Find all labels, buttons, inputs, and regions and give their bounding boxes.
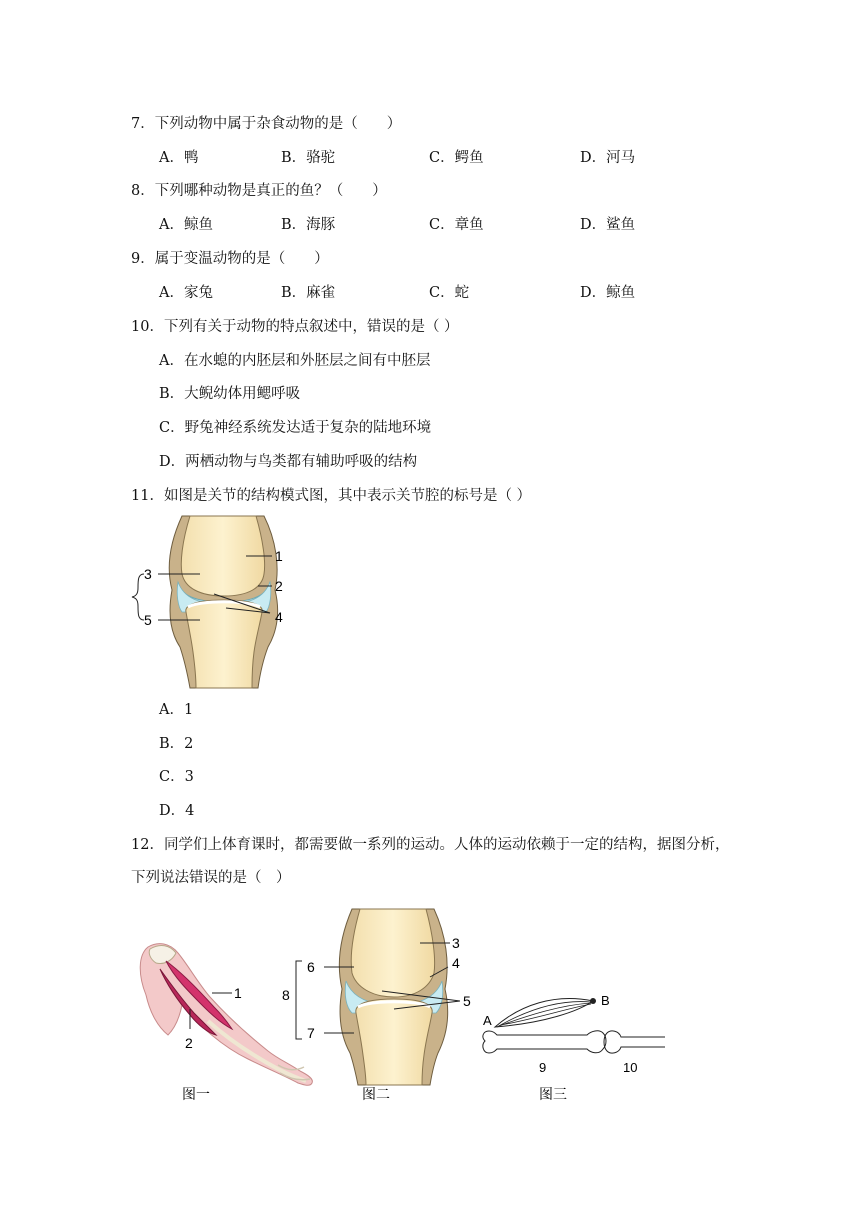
label-3: 3 [144,566,152,582]
q9-stem: 9．属于变温动物的是（ ） [131,251,329,267]
label-4: 4 [275,609,283,625]
q10-option-c: C．野兔神经系统发达适于复杂的陆地环境 [159,420,432,436]
label-5: 5 [144,612,152,628]
lower-bone-2 [356,999,432,1085]
q11-stem: 11．如图是关节的结构模式图，其中表示关节腔的标号是（ ） [131,488,532,504]
fig2-label-8: 8 [282,987,290,1003]
fig3-label-10: 10 [623,1060,638,1075]
fig3-label-a: A [483,1013,492,1028]
q7-option-d: D．河马 [580,150,636,166]
q9-option-b: B．麻雀 [281,285,336,301]
bone-9 [483,1031,606,1053]
fig3-label-9: 9 [539,1060,547,1075]
q11-option-d: D．4 [159,803,195,819]
q8-option-a: A．鲸鱼 [159,217,213,233]
q9-option-c: C．蛇 [429,285,470,301]
q9-option-a: A．家兔 [159,285,213,301]
q11-option-c: C．3 [159,769,194,785]
q8-option-c: C．章鱼 [429,217,484,233]
fig1-label-2: 2 [185,1035,193,1051]
q11-option-b: B．2 [159,736,194,752]
q9-option-d: D．鲸鱼 [580,285,636,301]
q7-option-c: C．鳄鱼 [429,150,484,166]
fig2-label-3: 3 [452,935,460,951]
joint-diagram [130,512,300,690]
lower-bone [186,600,262,688]
fig2-caption: 图二 [362,1086,390,1102]
fig2-label-4: 4 [452,955,460,971]
q11-option-a: A．1 [159,702,194,718]
upper-bone-2 [351,909,434,997]
q8-option-d: D．鲨鱼 [580,217,636,233]
q8-stem: 8．下列哪种动物是真正的鱼？（ ） [131,183,387,199]
fig2-label-6: 6 [307,959,315,975]
bracket-8 [296,961,302,1039]
q8-option-b: B．海豚 [281,217,336,233]
q7-option-b: B．骆驼 [281,150,336,166]
label-1: 1 [275,548,283,564]
q10-option-b: B．大鲵幼体用鳃呼吸 [159,386,301,402]
bone-10 [604,1031,665,1053]
brace [132,574,144,620]
fig2-label-7: 7 [307,1025,315,1041]
q12-stem-line2: 下列说法错误的是（ ） [131,870,291,886]
fig3-label-b: B [601,993,610,1008]
figure-3-lever [475,975,675,1110]
label-2: 2 [275,578,283,594]
q12-stem-line1: 12．同学们上体育课时，都需要做一系列的运动。人体的运动依赖于一定的结构，据图分析， [131,837,730,853]
q7-option-a: A．鸭 [159,150,199,166]
q7-stem: 7．下列动物中属于杂食动物的是（ ） [131,116,402,132]
fig2-label-5: 5 [463,993,471,1009]
fig1-caption: 图一 [182,1086,210,1102]
point-b [590,998,596,1004]
q10-option-d: D．两栖动物与鸟类都有辅助呼吸的结构 [159,454,418,470]
q10-stem: 10．下列有关于动物的特点叙述中，错误的是（ ） [131,319,459,335]
fig1-label-1: 1 [234,985,242,1001]
muscle-spindle [495,999,593,1027]
q10-option-a: A．在水螅的内胚层和外胚层之间有中胚层 [159,353,431,369]
figure-2-joint [280,905,480,1110]
fig3-caption: 图三 [539,1086,567,1102]
